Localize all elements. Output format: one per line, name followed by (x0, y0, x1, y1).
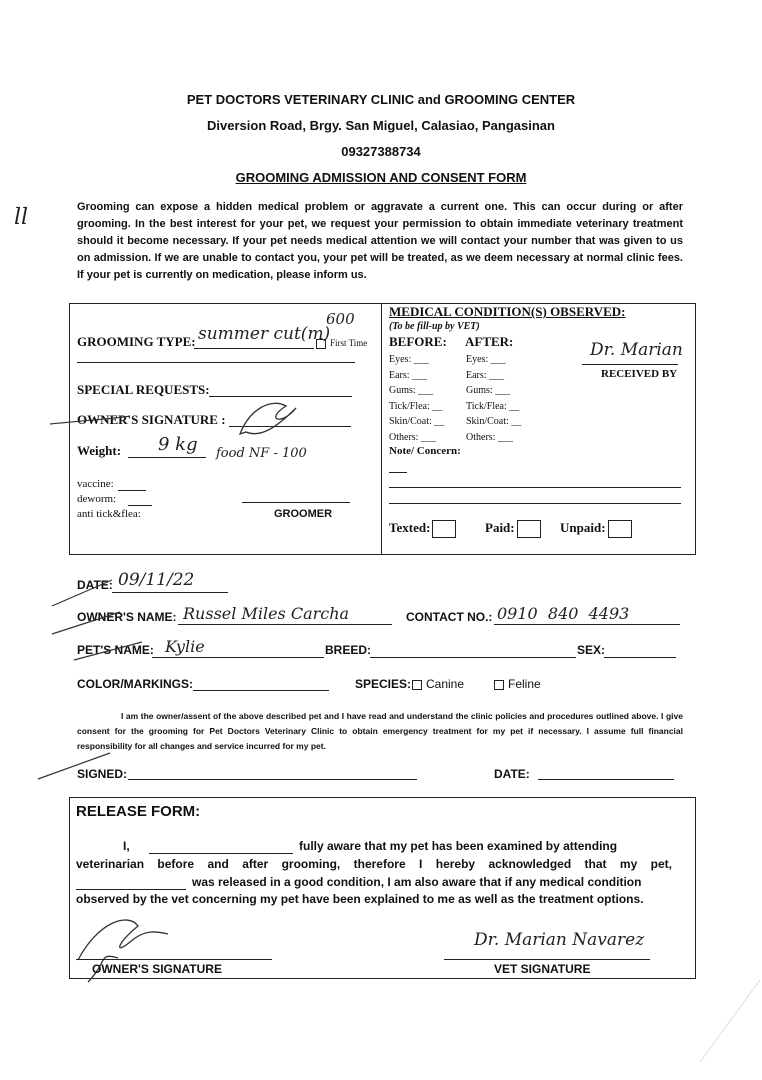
received-by-name: Dr. Marian (590, 340, 683, 360)
feline-label: Feline (508, 677, 541, 691)
release-line4: observed by the vet concerning my pet have been explained to me as well as the treatment options. (76, 892, 644, 906)
grooming-type-value[interactable]: summer cut(m) (198, 324, 331, 344)
intro-paragraph: Grooming can expose a hidden medical problem or aggravate a current one. This can occur during or after grooming. In the best interest for your pet, we request your permission to obtain immediate veterinary treatment should it become necessary. If your pet needs medical attention we will contact your number that was given to us on admission. If we are unable to contact you, your pet will be treated, as we deem necessary at normal clinic fees. If your pet is currently on medication, please inform us. (77, 201, 683, 281)
consent-paragraph: I am the owner/assent of the above described pet and I have read and understand the clinic policies and procedures outlined above. I give consent for the grooming for Pet Doctors Veterinary Clinic to obtain emergency treatment for my pet if necessary. I assume full financial responsibility for all changes and service incurred for my pet. (77, 711, 683, 751)
weight-label: Weight: (77, 443, 122, 458)
release-line1-start: I, (123, 839, 130, 853)
after-ears[interactable]: Ears: ___ (466, 369, 505, 381)
breed-label: BREED: (325, 643, 372, 657)
note-concern-label: Note/ Concern: (389, 445, 461, 457)
before-skin-coat[interactable]: Skin/Coat: __ (389, 416, 445, 428)
vet-signature-label: VET SIGNATURE (494, 962, 591, 976)
owner-name-label: OWNER'S NAME: (77, 610, 177, 624)
deworm-label: deworm: (77, 493, 117, 505)
grooming-type-label: GROOMING TYPE: (77, 334, 196, 349)
medical-title: MEDICAL CONDITION(S) OBSERVED: (389, 304, 626, 319)
before-eyes[interactable]: Eyes: ___ (389, 354, 429, 365)
pet-name-value[interactable]: Kylie (165, 637, 205, 656)
paid-label: Paid: (485, 520, 515, 535)
after-eyes[interactable]: Eyes: ___ (466, 354, 506, 365)
owner-signature-line[interactable] (76, 959, 272, 960)
release-owner-name-field[interactable] (149, 853, 293, 854)
owner-signature-label: OWNER'S SIGNATURE : (77, 412, 226, 427)
grooming-price: 600 (326, 310, 355, 328)
groomer-label: GROOMER (274, 508, 333, 520)
before-gums[interactable]: Gums: ___ (389, 385, 434, 397)
weight-note: food NF - 100 (216, 446, 307, 461)
medical-subtitle: (To be fill-up by VET) (389, 321, 480, 332)
owner-signature-label: OWNER'S SIGNATURE (92, 962, 222, 976)
texted-label: Texted: (389, 520, 431, 535)
after-skin-coat[interactable]: Skin/Coat: __ (466, 416, 522, 428)
clinic-phone: 09327388734 (341, 144, 421, 159)
after-label: AFTER: (465, 334, 514, 349)
release-line3-end: was released in a good condition, I am also aware that if any medical condition (192, 875, 642, 889)
release-pet-name-field[interactable] (76, 889, 186, 890)
margin-mark: ll (14, 205, 29, 230)
special-requests-label: SPECIAL REQUESTS: (77, 382, 210, 397)
after-others[interactable]: Others: ___ (466, 431, 513, 443)
canine-label: Canine (426, 677, 465, 691)
date-label: DATE: (77, 578, 113, 592)
vet-signature-line[interactable] (444, 959, 650, 960)
contact-value[interactable]: 0910 840 4493 (497, 604, 630, 623)
after-gums[interactable]: Gums: ___ (466, 385, 511, 397)
owner-name-value[interactable]: Russel Miles Carcha (183, 604, 350, 623)
anti-tick-label: anti tick&flea: (77, 508, 141, 520)
before-ears[interactable]: Ears: ___ (389, 369, 428, 381)
unpaid-label: Unpaid: (560, 520, 606, 535)
release-line2: veterinarian before and after grooming, therefore I hereby acknowledged that my pet, (76, 857, 672, 871)
clinic-name: PET DOCTORS VETERINARY CLINIC and GROOMING CENTER (186, 92, 576, 107)
species-label: SPECIES: (355, 677, 412, 691)
vaccine-label: vaccine: (77, 478, 114, 490)
before-label: BEFORE: (389, 334, 447, 349)
first-time-label: First Time (330, 338, 368, 348)
pet-name-label: PET'S NAME: (77, 643, 154, 657)
received-by-label: RECEIVED BY (601, 368, 678, 380)
after-tick-flea[interactable]: Tick/Flea: __ (466, 400, 520, 412)
color-markings-label: COLOR/MARKINGS: (77, 677, 193, 691)
date-value[interactable]: 09/11/22 (118, 570, 195, 590)
vet-signature-value: Dr. Marian Navarez (474, 930, 645, 950)
release-title: RELEASE FORM: (76, 803, 201, 820)
release-line1-end: fully aware that my pet has been examined by attending (299, 839, 618, 853)
before-tick-flea[interactable]: Tick/Flea: __ (389, 400, 443, 412)
form-title: GROOMING ADMISSION AND CONSENT FORM (235, 170, 527, 185)
clinic-address: Diversion Road, Brgy. San Miguel, Calasiao, Pangasinan (207, 118, 555, 133)
before-others[interactable]: Others: ___ (389, 431, 436, 443)
sex-label: SEX: (577, 643, 606, 657)
signed-label: SIGNED: (77, 767, 128, 781)
weight-value[interactable]: 9 kg (158, 434, 198, 455)
date2-label: DATE: (494, 767, 530, 781)
contact-label: CONTACT NO.: (406, 610, 493, 624)
